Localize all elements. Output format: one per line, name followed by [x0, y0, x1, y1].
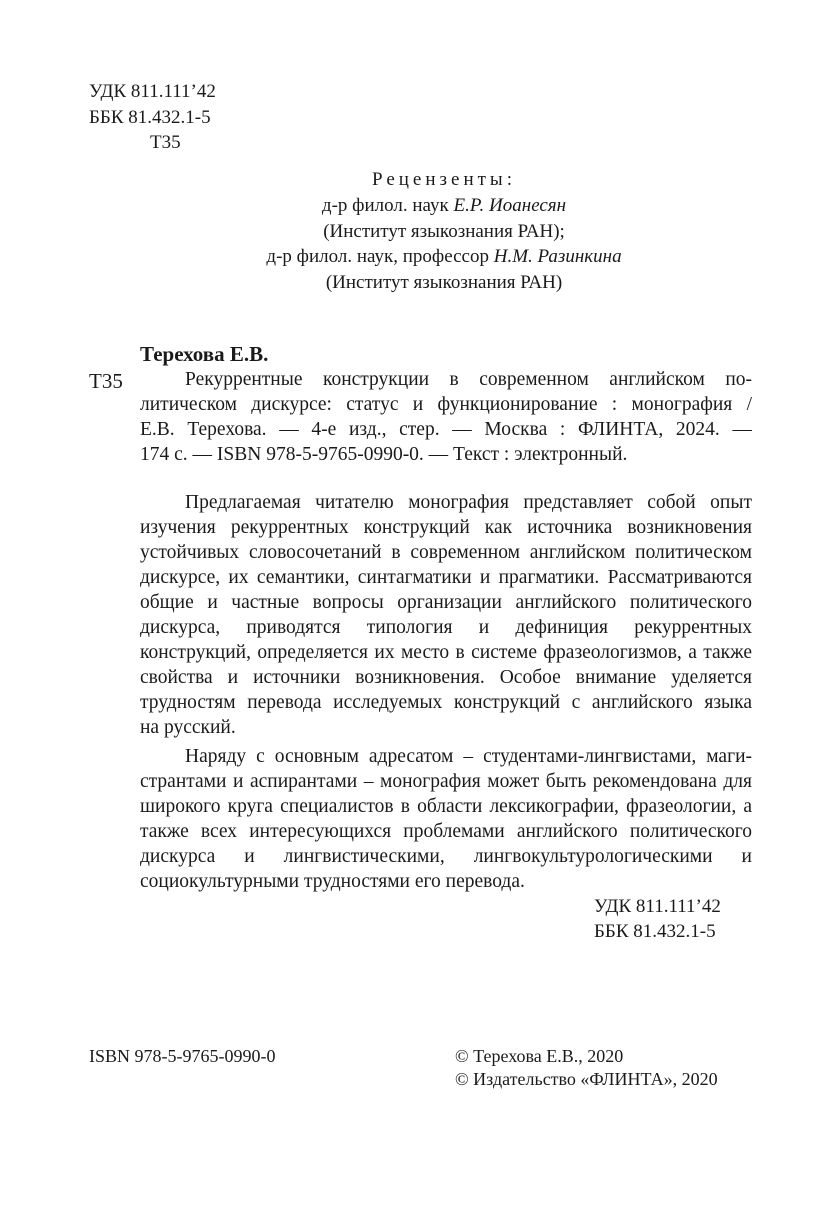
abstract-line: свойства и источники возникновения. Особое внимание уделяется — [140, 667, 752, 688]
bibliography-line: литическом дискурсе: статус и функционирование : монография / — [140, 394, 752, 415]
copyright-publisher: © Издательство «ФЛИНТА», 2020 — [455, 1069, 718, 1089]
abstract-line: дискурса, приводятся типология и дефиниция рекуррентных — [140, 617, 752, 638]
abstract-line: конструкций, определяется их место в системе фразеологизмов, а также — [140, 642, 752, 663]
abstract-line: изучения рекуррентных конструкций как источника возникновения — [140, 517, 752, 538]
abstract-line: на русский. — [140, 717, 236, 738]
reviewer-1-degree: д-р филол. наук — [321, 195, 454, 216]
reviewer-2-affiliation: (Институт языкознания РАН) — [325, 272, 563, 293]
bibliography-line: 174 с. — ISBN 978-5-9765-0990-0. — Текст : электронный. — [140, 444, 628, 465]
bibliography-code: Т35 — [89, 369, 123, 393]
bibliography-line: Рекуррентные конструкции в современном английском по- — [185, 369, 752, 390]
reviewer-1 — [30, 195, 828, 217]
author-mark: Т35 — [150, 132, 181, 153]
isbn: ISBN 978-5-9765-0990-0 — [89, 1046, 276, 1066]
abstract-line: Предлагаемая читателю монография представляет собой опыт — [185, 492, 752, 513]
abstract-line: устойчивых словосочетаний в современном английском политическом — [140, 542, 752, 563]
bibliography-line: Е.В. Терехова. — 4-е изд., стер. — Москва : ФЛИНТА, 2024. — — [140, 419, 752, 440]
reviewers-heading: Рецензенты: — [372, 169, 516, 190]
abstract-line: широкого круга специалистов в области лексикографии, фразеологии, а — [140, 796, 752, 817]
bbk-code: ББК 81.432.1-5 — [89, 107, 211, 128]
reviewer-1-name: Е.Р. Иоанесян — [453, 195, 567, 216]
reviewer-2-degree: д-р филол. наук, профессор — [266, 246, 494, 267]
bibliography-author: Терехова Е.В. — [140, 342, 269, 366]
abstract-line: дискурса и лингвистическими, лингвокультурологическими и — [140, 846, 752, 867]
abstract-line: также всех интересующихся проблемами английского политического — [140, 821, 752, 842]
reviewer-1-affiliation: (Институт языкознания РАН); — [323, 221, 565, 242]
abstract-line: странтами и аспирантами – монография может быть рекомендована для — [140, 771, 752, 792]
index-bbk: ББК 81.432.1-5 — [594, 921, 716, 942]
abstract-line: общие и частные вопросы организации английского политического — [140, 592, 752, 613]
copyright-author: © Терехова Е.В., 2020 — [455, 1046, 624, 1066]
udk-code: УДК 811.111’42 — [89, 81, 216, 102]
reviewer-2 — [30, 246, 828, 268]
abstract-line: Наряду с основным адресатом – студентами-лингвистами, маги- — [185, 746, 752, 767]
index-udk: УДК 811.111’42 — [594, 896, 721, 917]
reviewer-2-name: Н.М. Разинкина — [493, 246, 622, 267]
abstract-line: дискурсе, их семантики, синтагматики и прагматики. Рассматриваются — [140, 567, 752, 588]
abstract-line: социокультурными трудностями его перевода. — [140, 871, 525, 892]
abstract-line: трудностям перевода исследуемых конструкций с английского языка — [140, 692, 752, 713]
